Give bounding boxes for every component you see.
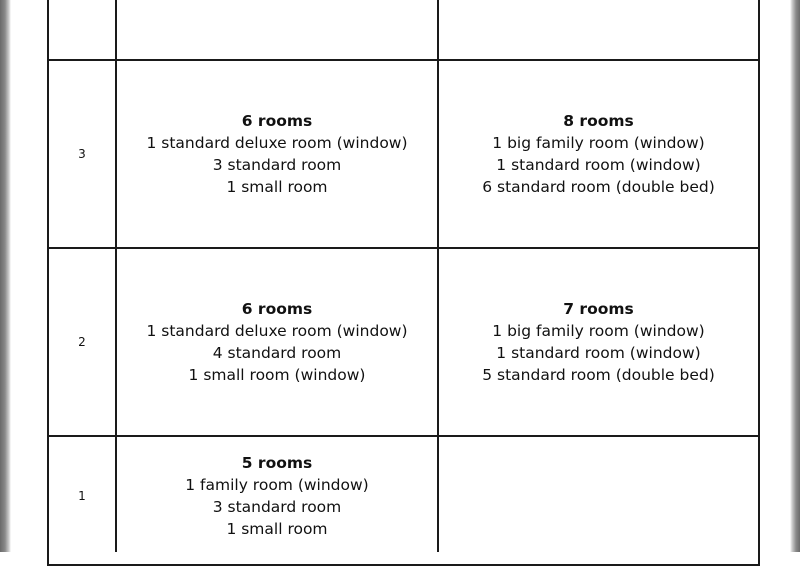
floor-number: 2 [78,335,86,349]
room-line: 1 standard room (window) [496,156,701,174]
room-line: 3 standard room [212,156,342,174]
floor-number: 1 [78,489,86,503]
room-group-cell [117,249,437,435]
room-count: 5 rooms [241,454,313,472]
room-group-cell [439,61,758,247]
floor-cell [49,61,115,247]
room-count: 8 rooms [563,112,634,130]
room-line: 5 standard room (double bed) [482,366,715,384]
room-count: 6 rooms [241,112,313,130]
page-left-edge [0,0,11,552]
room-group-cell [117,437,437,555]
room-line: 1 big family room (window) [492,134,705,152]
floor-number: 3 [78,147,86,161]
room-line: 1 big family room (window) [492,322,705,340]
room-line: 1 small room [226,178,328,196]
room-line: 1 standard deluxe room (window) [146,134,408,152]
room-group-cell [117,61,437,247]
room-line: 1 standard deluxe room (window) [146,322,408,340]
room-line: 1 family room (window) [185,476,369,494]
room-count: 7 rooms [563,300,634,318]
floor-cell [49,437,115,555]
room-line: 6 standard room (double bed) [482,178,715,196]
room-line: 4 standard room [212,344,342,362]
room-line: 3 standard room [212,498,342,516]
page-right-edge [790,0,800,552]
room-count: 6 rooms [241,300,313,318]
floor-cell [49,249,115,435]
room-line: 1 standard room (window) [496,344,701,362]
room-group-cell [439,249,758,435]
room-line: 1 small room (window) [188,366,366,384]
room-line: 1 small room [226,520,328,538]
